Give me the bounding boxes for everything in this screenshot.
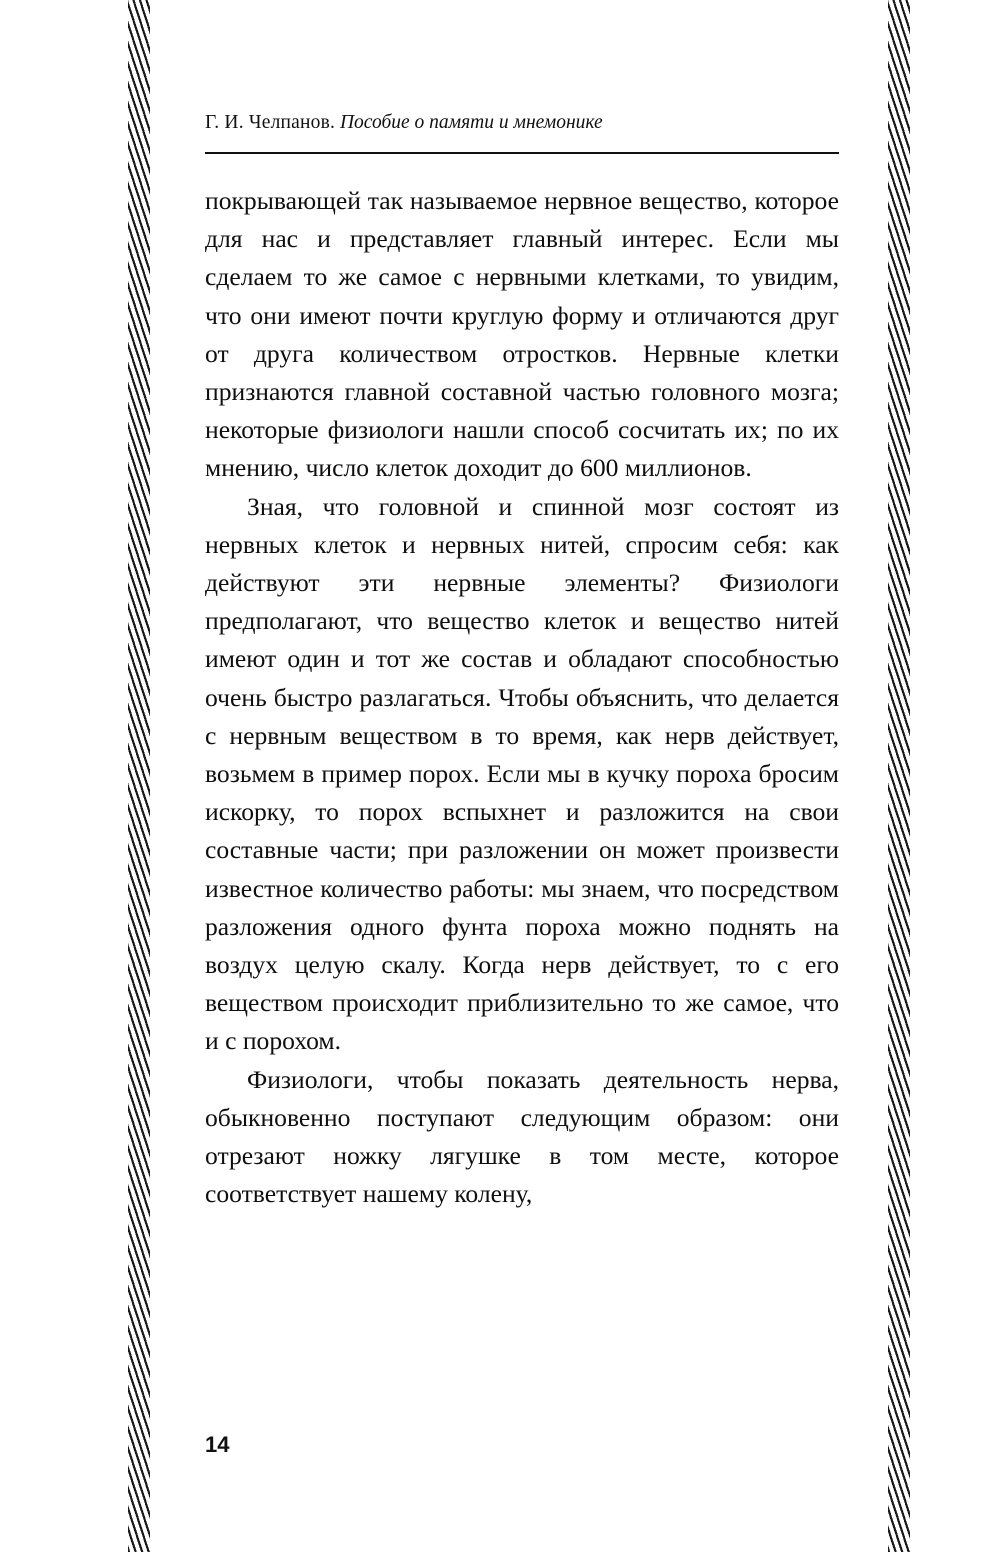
body-text — [205, 182, 839, 1213]
running-head-author: Г. И. Челпанов. — [205, 112, 336, 133]
paragraph: Физиологи, чтобы показать деятельность нерва, обыкновенно поступают следующим образом: они отрезают ножку лягушке в том месте, которое соответствует нашему колену, — [205, 1064, 839, 1209]
decorative-right-border — [888, 0, 910, 1552]
paragraph: покрывающей так называемое нервное вещество, которое для нас и представляет главный интерес. Если мы сделаем то же самое с нервными клетками, то увидим, что они имеют почти круглую форму и отличаются друг от друга количеством отростков. Нервные клетки признаются главной составной частью головного мозга; некоторые физиологи нашли способ сосчитать их; по их мнению, число клеток доходит до 600 миллионов. — [205, 186, 839, 483]
page-content — [205, 0, 839, 1552]
running-head — [205, 112, 839, 134]
page-number: 14 — [205, 1432, 230, 1457]
header-divider — [205, 152, 839, 154]
running-head-title: Пособие о памяти и мнемонике — [339, 112, 603, 133]
paragraph: Зная, что головной и спинной мозг состоят из нервных клеток и нервных нитей, спросим себя: как действуют эти нервные элементы? Физиологи предполагают, что вещество клеток и вещество нитей имеют один и тот же состав и обладают способностью очень быстро разлагаться. Чтобы объяснить, что делается с нервным веществом в то время, как нерв действует, возьмем в пример порох. Если мы в кучку пороха бросим искорку, то порох вспыхнет и разложится на свои составные части; при разложении он может произвести известное количество работы: мы знаем, что посредством разложения одного фунта пороха можно поднять на воздух целую скалу. Когда нерв действует, то с его веществом происходит приблизительно то же самое, что и с порохом. — [205, 491, 839, 1056]
decorative-left-border — [128, 0, 150, 1552]
